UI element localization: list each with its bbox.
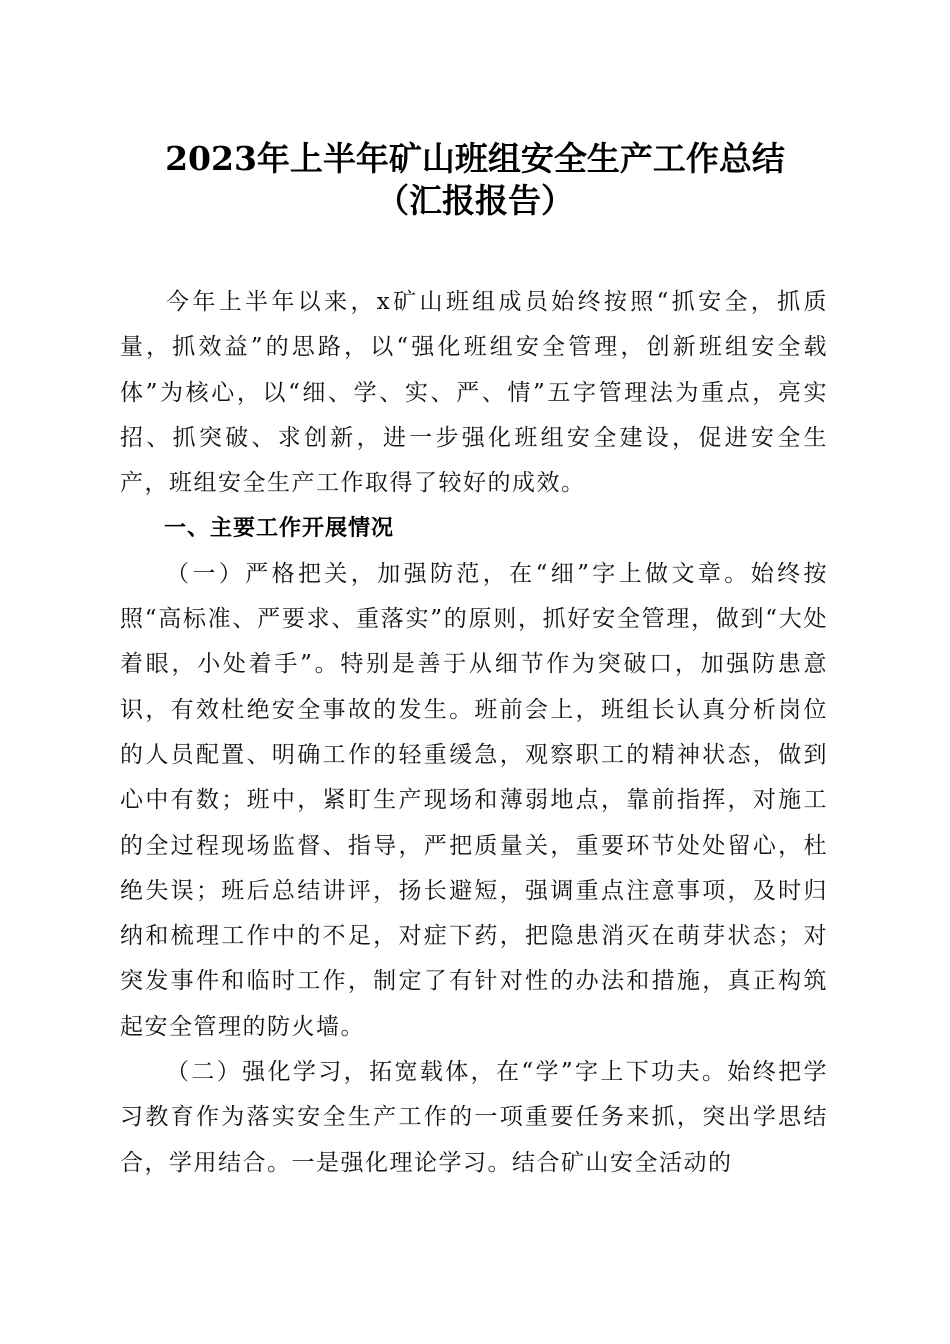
item-paragraph-learning: （二）强化学习，拓宽载体，在“学”字上下功夫。始终把学习教育作为落实安全生产工作的一项重要任务来抓，突出学思结合，学用结合。一是强化理论学习。结合矿山安全活动的 xyxy=(120,1059,828,1176)
intro-paragraph: 今年上半年以来，x矿山班组成员始终按照“抓安全，抓质量，抓效益”的思路，以“强化班组安全管理，创新班组安全载体”为核心，以“细、学、实、严、情”五字管理法为重点，亮实招、抓突破、求创新，进一步强化班组安全建设，促进安全生产，班组安全生产工作取得了较好的成效。 xyxy=(120,289,828,497)
title-subtitle: （汇报报告） xyxy=(376,181,574,220)
section-heading-main-work: 一、主要工作开展情况 xyxy=(164,516,395,542)
item-paragraph-detail: （一）严格把关，加强防范，在“细”字上做文章。始终按照“高标准、严要求、重落实”的原则，抓好安全管理，做到“大处着眼，小处着手”。特别是善于从细节作为突破口，加强防患意识，有效杜绝安全事故的发生。班前会上，班组长认真分析岗位的人员配置、明确工作的轻重缓急，观察职工的精神状态，做到心中有数；班中，紧盯生产现场和薄弱地点，靠前指挥，对施工的全过程现场监督、指导，严把质量关，重要环节处处留心，杜绝失误；班后总结讲评，扬长避短，强调重点注意事项，及时归纳和梳理工作中的不足，对症下药，把隐患消灭在萌芽状态；对突发事件和临时工作，制定了有针对性的办法和措施，真正构筑起安全管理的防火墙。 xyxy=(120,560,828,1040)
title-main: 2023年上半年矿山班组安全生产工作总结 xyxy=(165,139,785,178)
document-title xyxy=(0,138,950,222)
document-body xyxy=(120,280,828,1186)
